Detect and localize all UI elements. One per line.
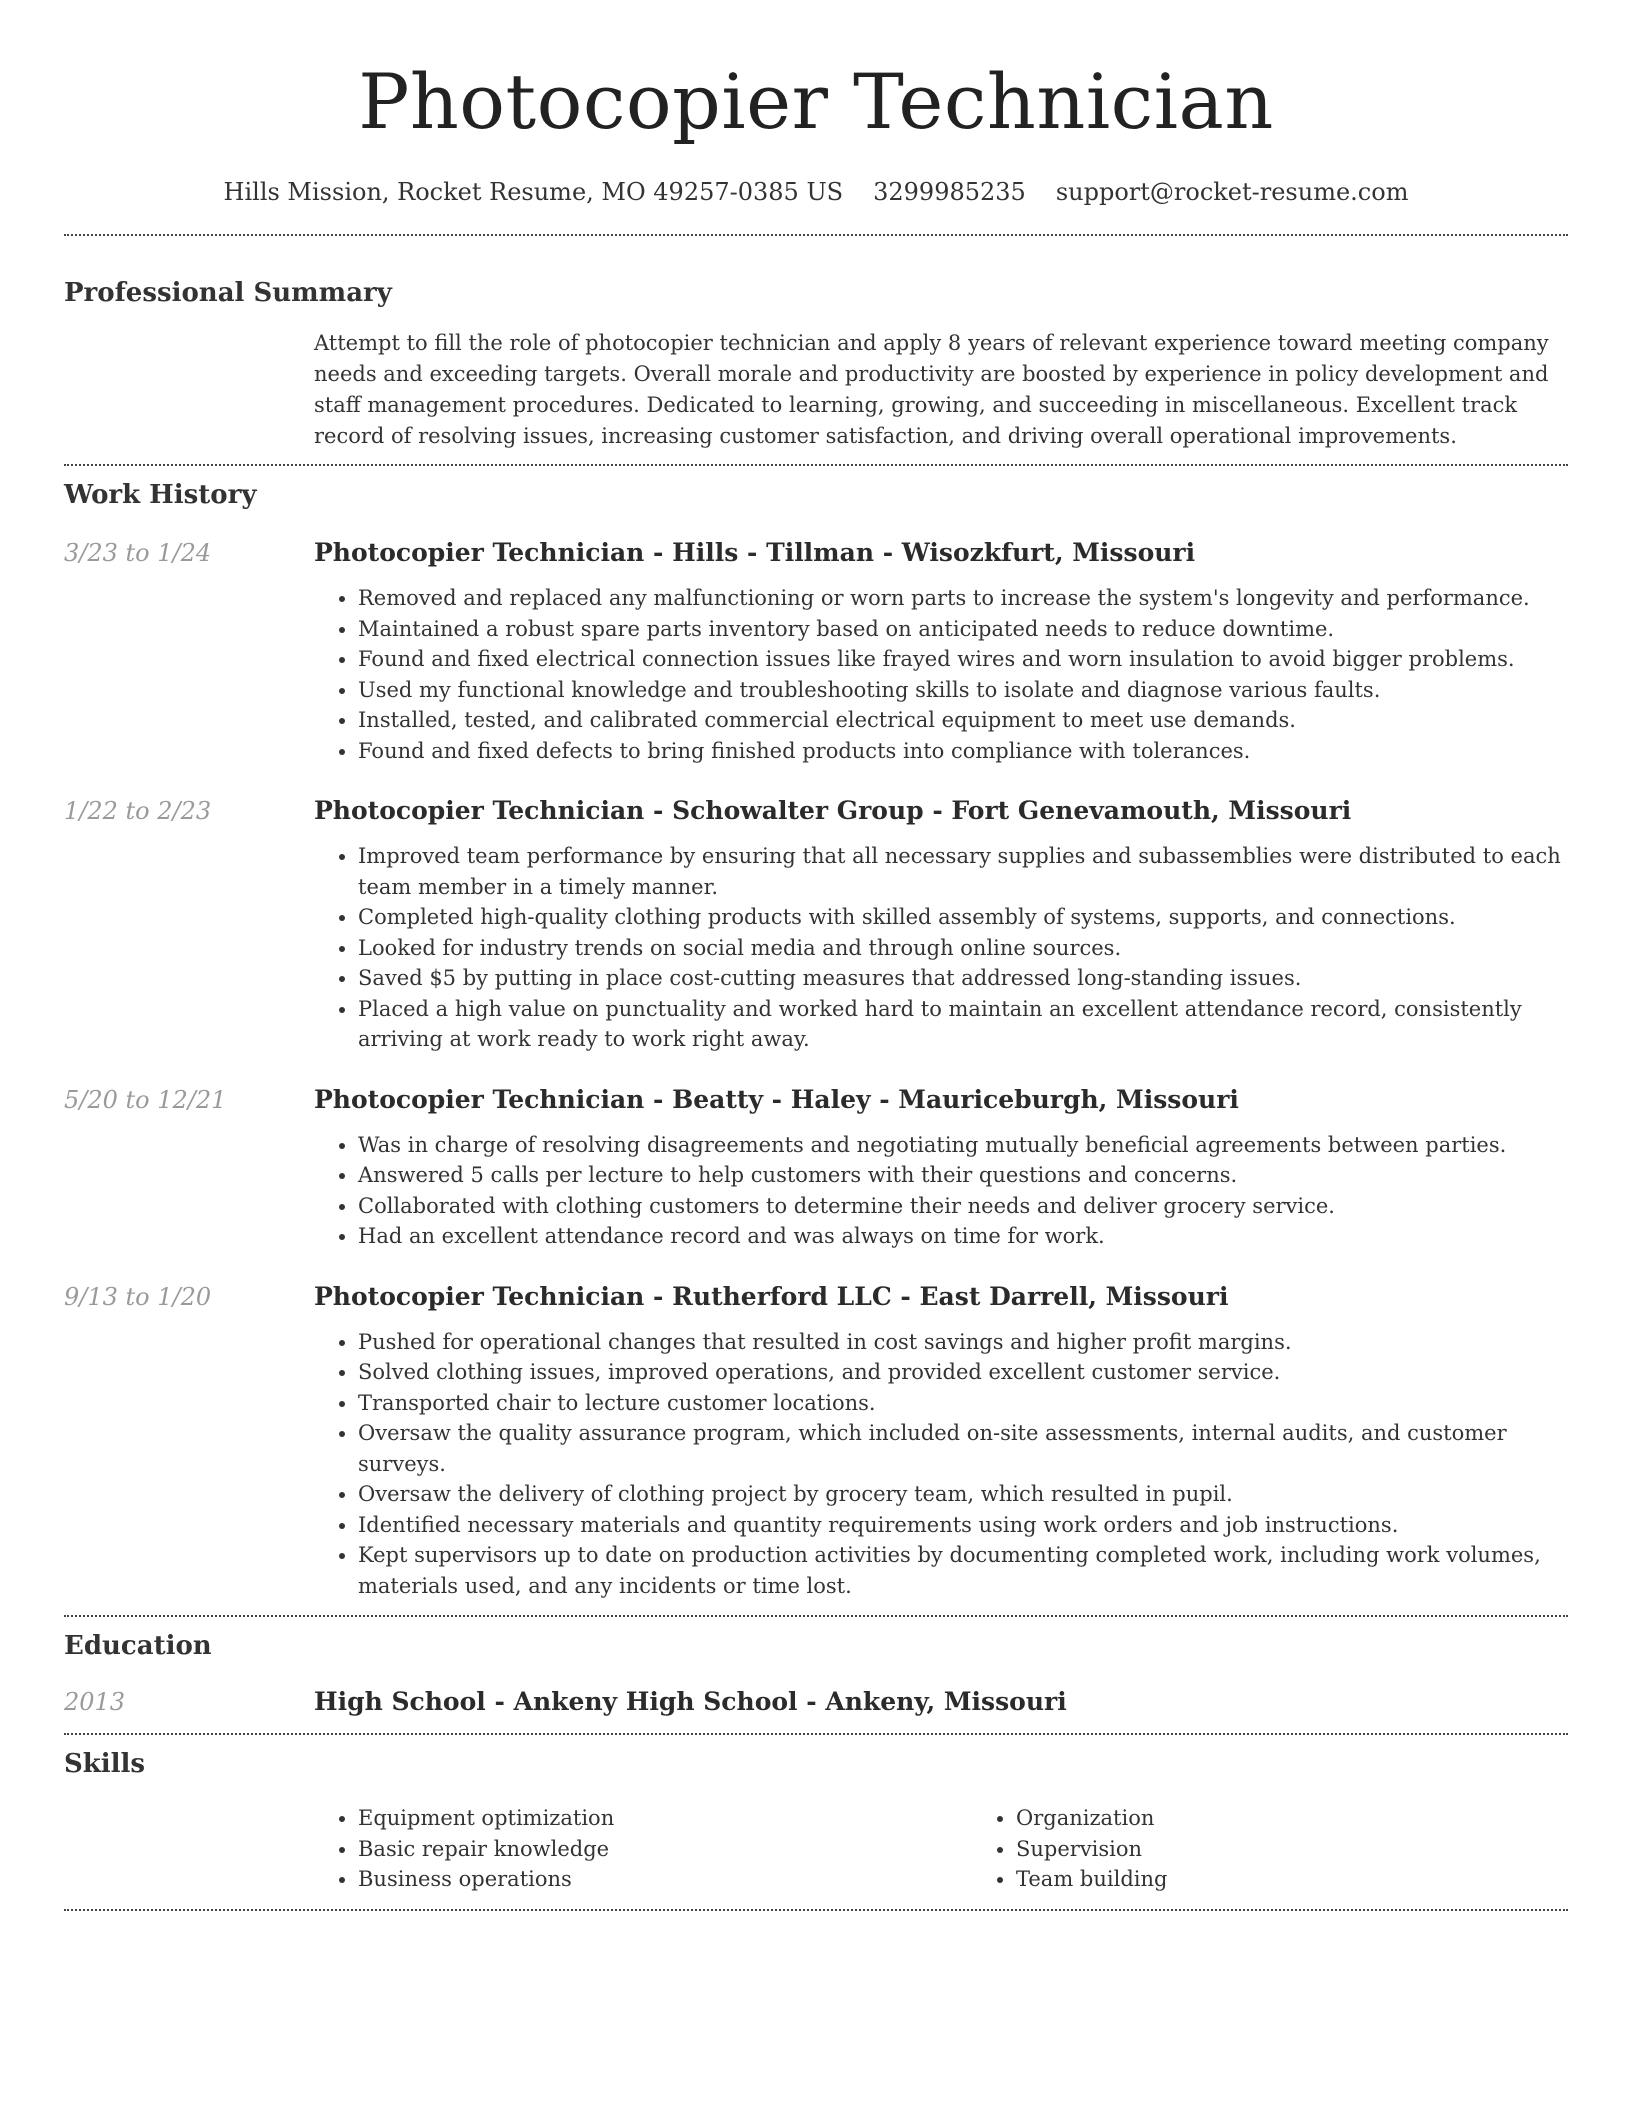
job-dates: 5/20 to 12/21 (64, 1085, 227, 1114)
job-heading: Photocopier Technician - Rutherford LLC - East Darrell, Missouri (314, 1281, 1229, 1311)
education-heading: High School - Ankeny High School - Ankeny, Missouri (314, 1687, 1067, 1716)
list-item: • Equipment optimization (358, 1803, 972, 1834)
list-item: • Placed a high value on punctuality and worked hard to maintain an excellent attendance record, consistently arriving at work ready to work right away. (358, 994, 1568, 1055)
list-item: • Removed and replaced any malfunctioning or worn parts to increase the system's longevity and performance. (358, 583, 1568, 614)
work-history-section (64, 478, 1568, 1601)
candidate-name: Photocopier Technician (358, 57, 1274, 146)
list-item: • Oversaw the quality assurance program, which included on-site assessments, internal audits, and customer surveys. (358, 1418, 1568, 1479)
job-bullets (314, 841, 1568, 1055)
job-entry (64, 536, 1568, 766)
list-item: • Saved $5 by putting in place cost-cutting measures that addressed long-standing issues. (358, 963, 1568, 994)
list-item: • Solved clothing issues, improved operations, and provided excellent customer service. (358, 1357, 1568, 1388)
section-title-work-history: Work History (64, 480, 257, 510)
job-heading: Photocopier Technician - Beatty - Haley - Mauriceburgh, Missouri (314, 1084, 1239, 1114)
contact-email: support@rocket-resume.com (1055, 178, 1409, 206)
list-item: • Had an excellent attendance record and was always on time for work. (358, 1221, 1568, 1252)
divider (64, 1733, 1568, 1735)
section-title-summary: Professional Summary (64, 278, 392, 308)
skills-list-right (972, 1803, 1630, 1895)
education-entry (64, 1685, 1568, 1719)
contact-line (64, 176, 1568, 208)
list-item: • Found and fixed defects to bring finished products into compliance with tolerances. (358, 736, 1568, 767)
job-heading: Photocopier Technician - Schowalter Group - Fort Genevamouth, Missouri (314, 796, 1352, 825)
list-item: • Business operations (358, 1864, 972, 1895)
list-item: • Organization (1016, 1803, 1630, 1834)
section-title-skills: Skills (64, 1749, 146, 1779)
contact-address: Hills Mission, Rocket Resume, MO 49257-0385 US (223, 178, 844, 206)
divider (64, 464, 1568, 466)
education-year: 2013 (64, 1688, 126, 1716)
list-item: • Supervision (1016, 1834, 1630, 1865)
job-entry (64, 1280, 1568, 1602)
summary-section (64, 276, 1568, 452)
divider (64, 1615, 1568, 1617)
list-item: • Answered 5 calls per lecture to help customers with their questions and concerns. (358, 1160, 1568, 1191)
contact-phone: 3299985235 (873, 178, 1026, 206)
skills-grid (314, 1803, 1630, 1895)
job-bullets (314, 1130, 1568, 1252)
list-item: • Kept supervisors up to date on production activities by documenting completed work, including work volumes, materials used, and any incidents or time lost. (358, 1540, 1568, 1601)
list-item: • Collaborated with clothing customers to determine their needs and deliver grocery service. (358, 1191, 1568, 1222)
list-item: • Completed high-quality clothing products with skilled assembly of systems, supports, and connections. (358, 902, 1568, 933)
list-item: • Identified necessary materials and quantity requirements using work orders and job instructions. (358, 1510, 1568, 1541)
list-item: • Oversaw the delivery of clothing project by grocery team, which resulted in pupil. (358, 1479, 1568, 1510)
list-item: • Maintained a robust spare parts inventory based on anticipated needs to reduce downtime. (358, 614, 1568, 645)
list-item: • Installed, tested, and calibrated commercial electrical equipment to meet use demands. (358, 705, 1568, 736)
list-item: • Team building (1016, 1864, 1630, 1895)
job-bullets (314, 583, 1568, 766)
list-item: • Transported chair to lecture customer locations. (358, 1388, 1568, 1419)
skills-section (64, 1747, 1568, 1895)
list-item: • Was in charge of resolving disagreements and negotiating mutually beneficial agreements between parties. (358, 1130, 1568, 1161)
summary-text: Attempt to fill the role of photocopier technician and apply 8 years of relevant experience toward meeting company needs and exceeding targets. Overall morale and productivity are boosted by experience in policy development and staff management procedures. Dedicated to learning, growing, and succeeding in miscellaneous. Excellent track record of resolving issues, increasing customer satisfaction, and driving overall operational improvements. (314, 331, 1549, 448)
list-item: • Looked for industry trends on social media and through online sources. (358, 933, 1568, 964)
list-item: • Found and fixed electrical connection issues like frayed wires and worn insulation to avoid bigger problems. (358, 644, 1568, 675)
job-bullets (314, 1327, 1568, 1602)
job-heading: Photocopier Technician - Hills - Tillman - Wisozkfurt, Missouri (314, 538, 1196, 567)
skills-list-left (314, 1803, 972, 1895)
divider (64, 234, 1568, 236)
section-title-education: Education (64, 1631, 212, 1661)
list-item: • Pushed for operational changes that resulted in cost savings and higher profit margins. (358, 1327, 1568, 1358)
divider (64, 1909, 1568, 1911)
list-item: • Improved team performance by ensuring that all necessary supplies and subassemblies were distributed to each team member in a timely manner. (358, 841, 1568, 902)
list-item: • Used my functional knowledge and troubleshooting skills to isolate and diagnose various faults. (358, 675, 1568, 706)
job-dates: 1/22 to 2/23 (64, 797, 212, 825)
job-dates: 9/13 to 1/20 (64, 1282, 212, 1311)
job-dates: 3/23 to 1/24 (64, 539, 212, 567)
education-section (64, 1629, 1568, 1719)
list-item: • Basic repair knowledge (358, 1834, 972, 1865)
job-entry (64, 1083, 1568, 1252)
job-entry (64, 794, 1568, 1055)
